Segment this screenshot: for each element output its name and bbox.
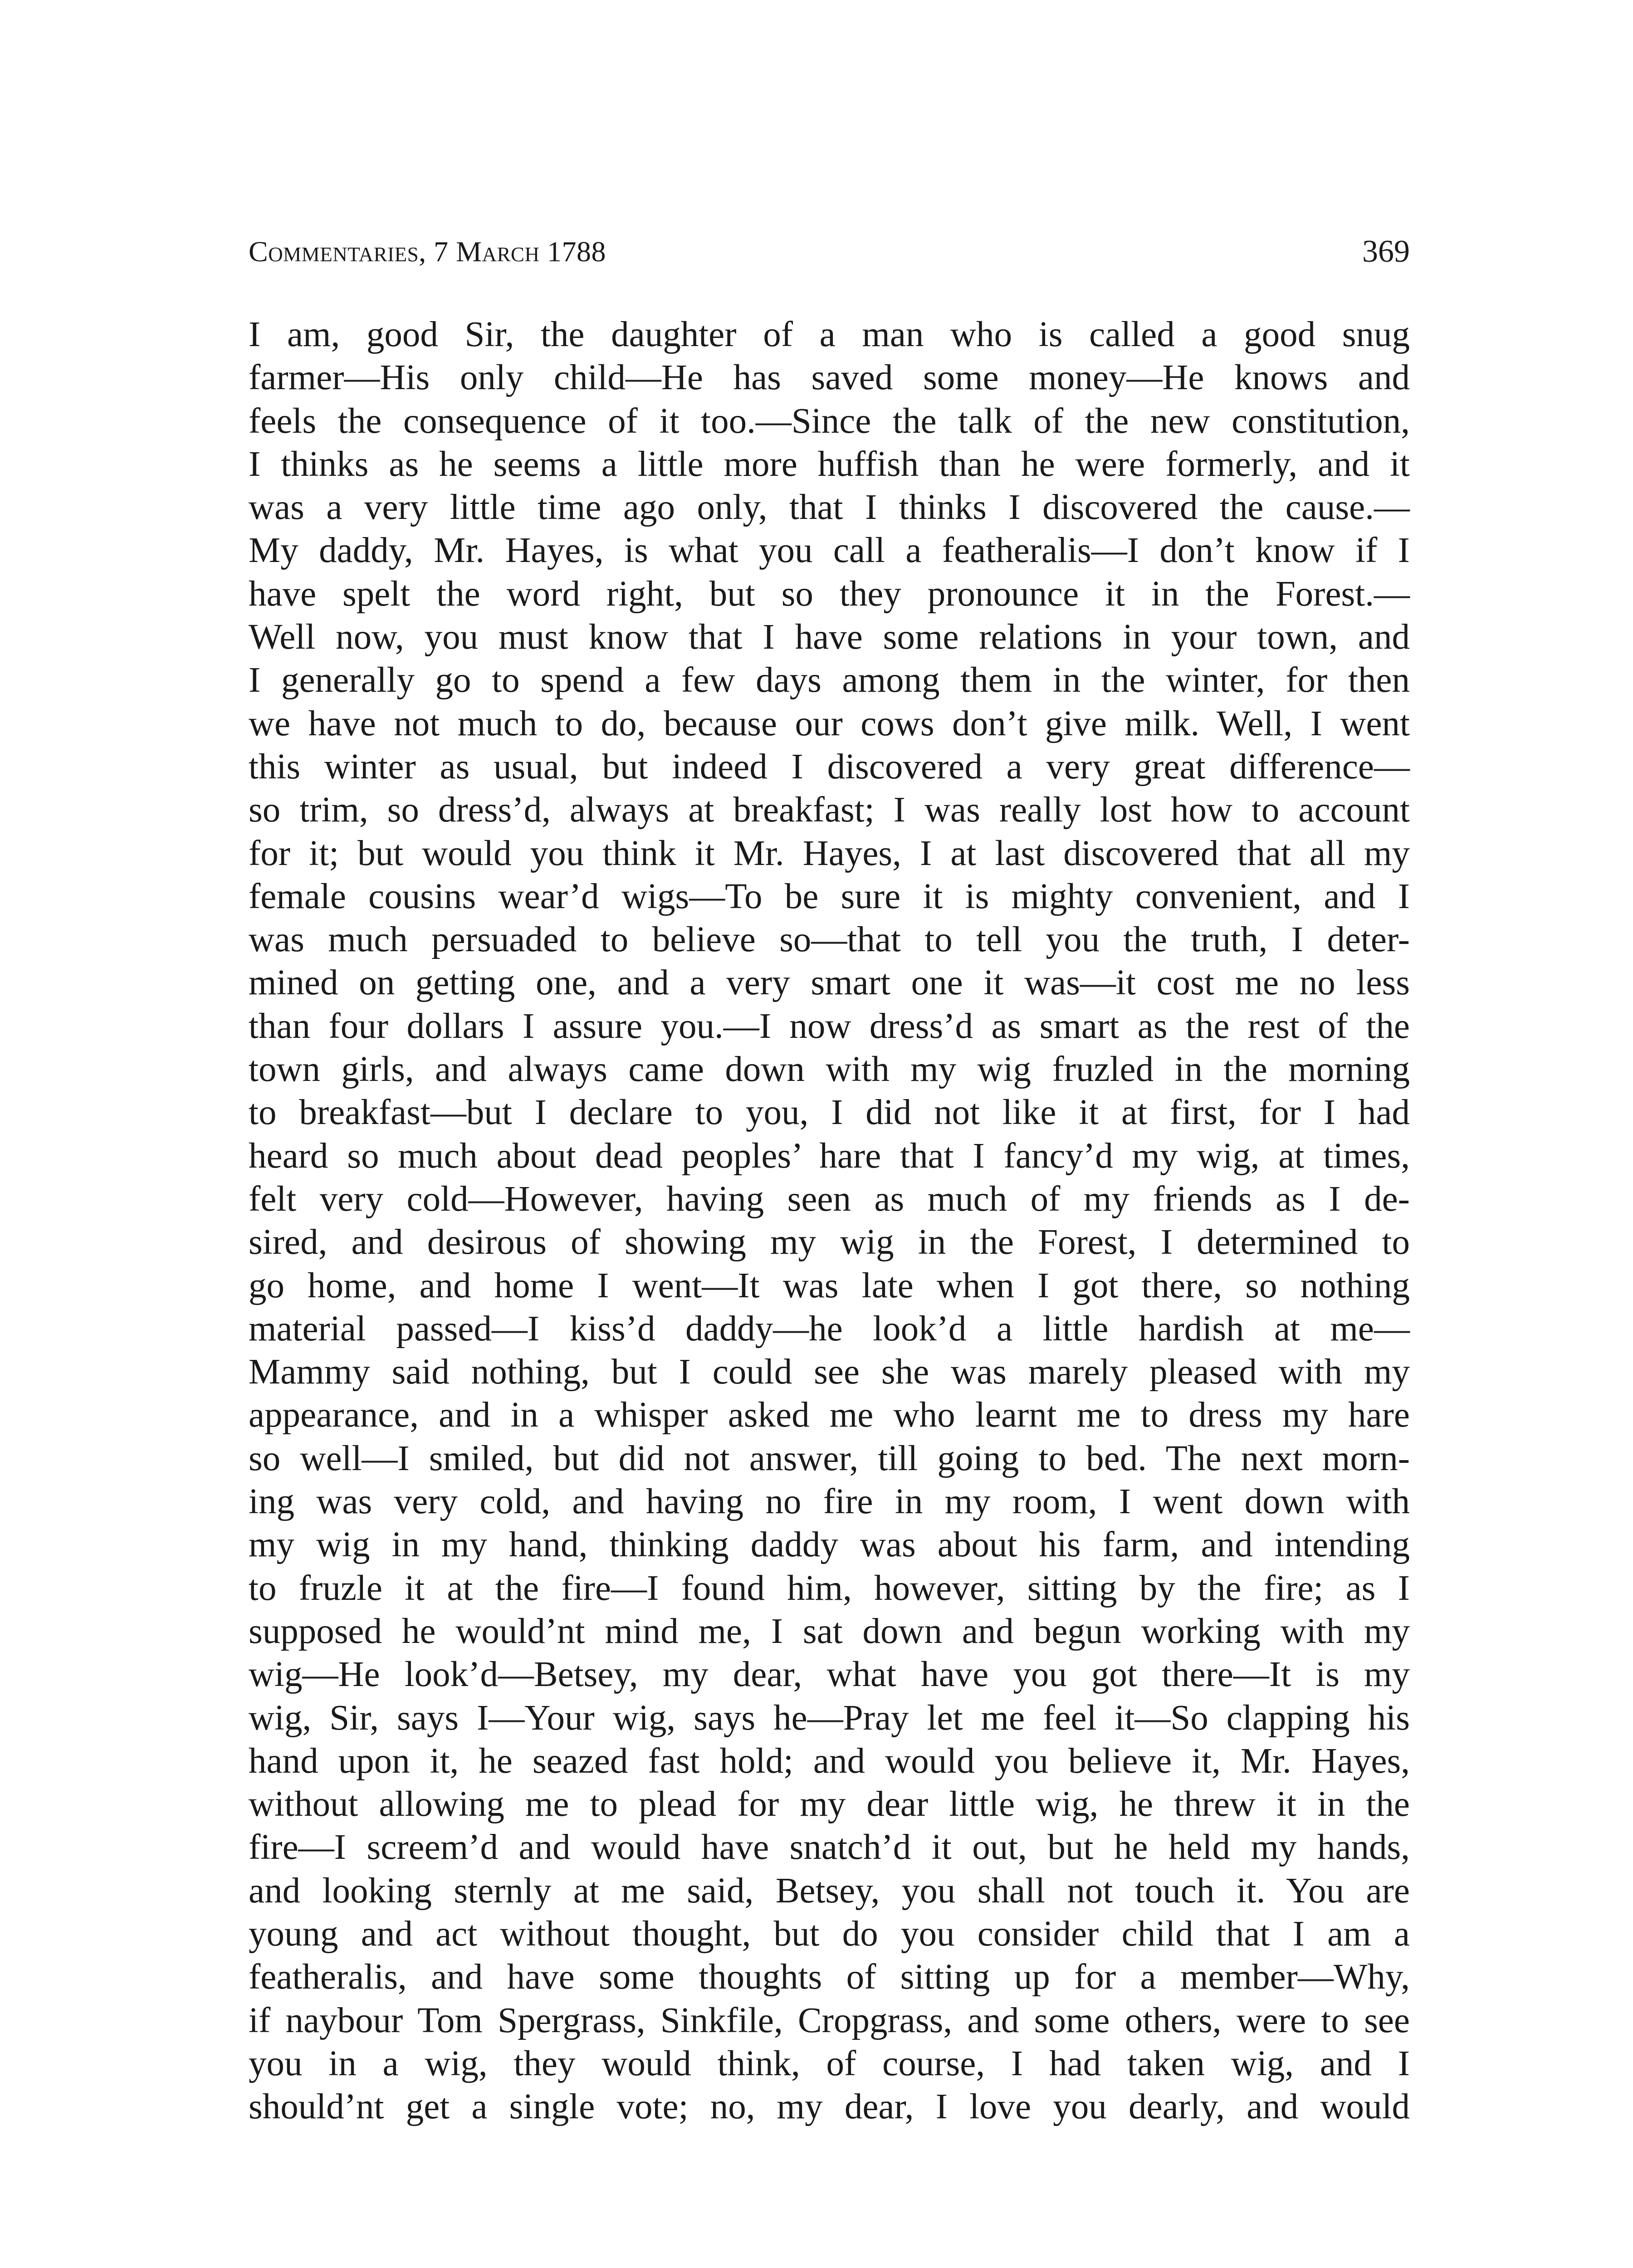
text-line: farmer—His only child—He has saved some money—He knows and <box>249 358 1410 398</box>
text-line: I thinks as he seems a little more huffish than he were formerly, and it <box>249 444 1410 484</box>
text-line: felt very cold—However, having seen as much of my friends as I de- <box>249 1179 1410 1219</box>
text-line: should’nt get a single vote; no, my dear, I love you dearly, and would <box>249 2087 1410 2127</box>
text-line: young and act without thought, but do you consider child that I am a <box>249 1914 1410 1954</box>
text-line: sired, and desirous of showing my wig in the Forest, I determined to <box>249 1222 1410 1262</box>
text-line: so well—I smiled, but did not answer, till going to bed. The next morn- <box>249 1438 1410 1478</box>
text-line: was much persuaded to believe so—that to tell you the truth, I deter- <box>249 920 1410 960</box>
text-line: without allowing me to plead for my dear little wig, he threw it in the <box>249 1784 1410 1824</box>
text-line: town girls, and always came down with my wig fruzled in the morning <box>249 1050 1410 1090</box>
text-line: Well now, you must know that I have some relations in your town, and <box>249 617 1410 657</box>
text-line: this winter as usual, but indeed I discovered a very great difference— <box>249 747 1410 787</box>
text-line: wig, Sir, says I—Your wig, says he—Pray let me feel it—So clapping his <box>249 1698 1410 1738</box>
text-line: I am, good Sir, the daughter of a man who is called a good snug <box>249 315 1410 354</box>
text-line: mined on getting one, and a very smart one it was—it cost me no less <box>249 963 1410 1003</box>
text-line: go home, and home I went—It was late when I got there, so nothing <box>249 1266 1410 1305</box>
text-line: to breakfast—but I declare to you, I did not like it at first, for I had <box>249 1093 1410 1133</box>
text-line: so trim, so dress’d, always at breakfast; I was really lost how to account <box>249 790 1410 830</box>
running-head-title: Commentaries, 7 March 1788 <box>249 235 606 268</box>
text-line: wig—He look’d—Betsey, my dear, what have you got there—It is my <box>249 1655 1410 1695</box>
text-line: My daddy, Mr. Hayes, is what you call a featheralis—I don’t know if I <box>249 531 1410 571</box>
text-line: I generally go to spend a few days among them in the winter, for then <box>249 660 1410 700</box>
text-line: you in a wig, they would think, of course, I had taken wig, and I <box>249 2043 1410 2083</box>
text-line: appearance, and in a whisper asked me who learnt me to dress my hare <box>249 1395 1410 1435</box>
text-line: material passed—I kiss’d daddy—he look’d a little hardish at me— <box>249 1309 1410 1349</box>
text-line: feels the consequence of it too.—Since the talk of the new constitution, <box>249 401 1410 441</box>
text-line: we have not much to do, because our cows don’t give milk. Well, I went <box>249 704 1410 743</box>
text-line: Mammy said nothing, but I could see she was marely pleased with my <box>249 1352 1410 1392</box>
text-line: hand upon it, he seazed fast hold; and would you believe it, Mr. Hayes, <box>249 1741 1410 1781</box>
text-line: female cousins wear’d wigs—To be sure it is mighty convenient, and I <box>249 876 1410 916</box>
text-line: to fruzle it at the fire—I found him, however, sitting by the fire; as I <box>249 1568 1410 1608</box>
text-line: supposed he would’nt mind me, I sat down and begun working with my <box>249 1611 1410 1651</box>
text-line: ing was very cold, and having no fire in my room, I went down with <box>249 1482 1410 1522</box>
text-line: my wig in my hand, thinking daddy was about his farm, and intending <box>249 1525 1410 1565</box>
text-line: was a very little time ago only, that I thinks I discovered the cause.— <box>249 488 1410 528</box>
text-line: featheralis, and have some thoughts of sitting up for a member—Why, <box>249 1957 1410 1997</box>
text-line: heard so much about dead peoples’ hare that I fancy’d my wig, at times, <box>249 1136 1410 1176</box>
text-line: fire—I screem’d and would have snatch’d it out, but he held my hands, <box>249 1828 1410 1867</box>
text-line: for it; but would you think it Mr. Hayes, I at last discovered that all my <box>249 833 1410 873</box>
body-text <box>249 313 1410 2128</box>
text-line: and looking sternly at me said, Betsey, you shall not touch it. You are <box>249 1871 1410 1911</box>
text-line: if naybour Tom Spergrass, Sinkfile, Cropgrass, and some others, were to see <box>249 2000 1410 2040</box>
running-head <box>249 227 1410 277</box>
page-number: 369 <box>1362 234 1410 269</box>
text-line: have spelt the word right, but so they pronounce it in the Forest.— <box>249 574 1410 614</box>
text-line: than four dollars I assure you.—I now dress’d as smart as the rest of the <box>249 1006 1410 1046</box>
